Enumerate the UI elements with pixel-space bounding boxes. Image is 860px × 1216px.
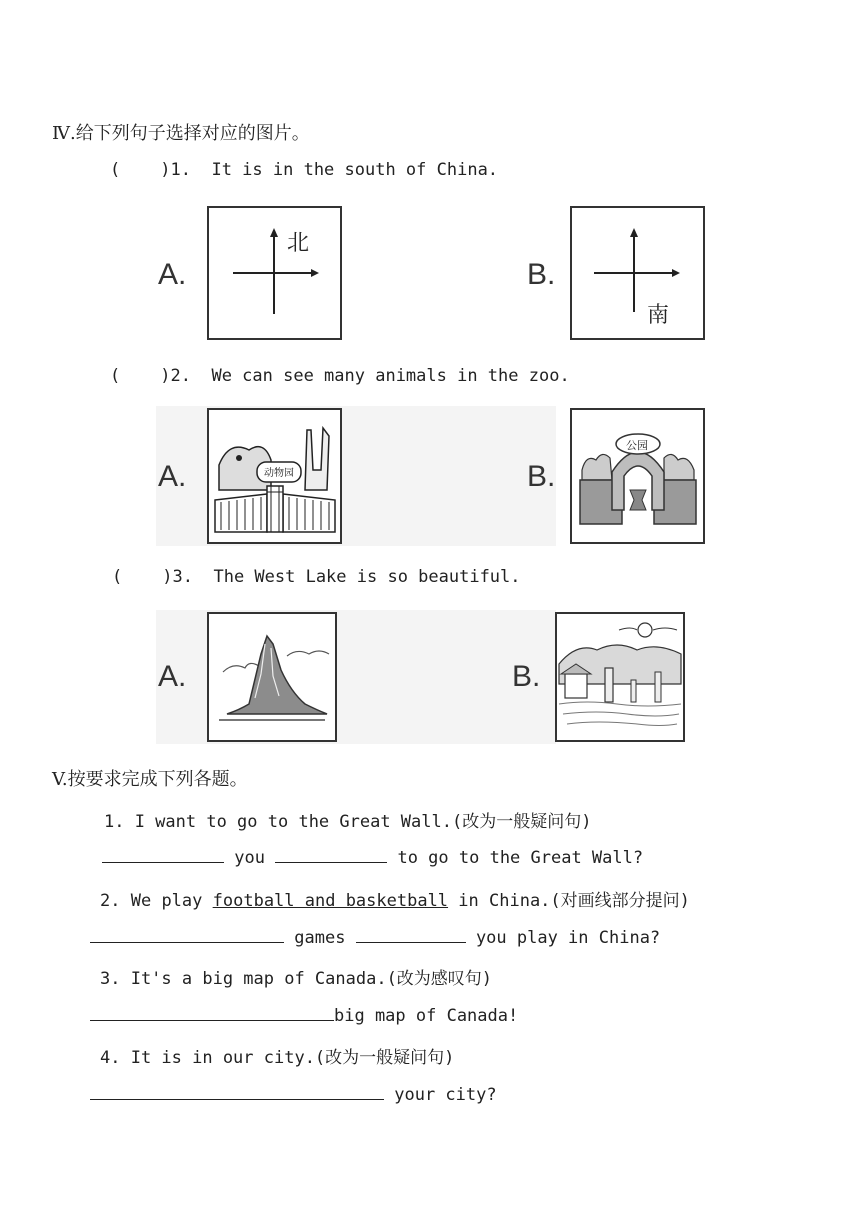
answer-blank[interactable] [90, 1083, 384, 1100]
answer-paren-open: ( [110, 366, 121, 386]
west-lake-icon [557, 614, 683, 740]
zoo-sign-text: 动物园 [264, 468, 294, 479]
answer-blank[interactable] [90, 926, 284, 943]
mountain-icon [209, 614, 335, 740]
task-1-answer-line [102, 846, 643, 868]
question-1 [110, 160, 498, 180]
task-4-answer-line [90, 1083, 497, 1105]
task-2-answer-line [90, 926, 660, 948]
south-compass-image [570, 206, 705, 340]
question-2 [110, 366, 570, 386]
compass-south-icon [572, 208, 703, 338]
task-3-prompt: 3. It's a big map of Canada.(改为感叹句) [100, 969, 493, 989]
north-char: 北 [287, 231, 310, 256]
answer-tail: your city? [394, 1085, 497, 1105]
task-3-answer-line [90, 1004, 518, 1026]
compass-north-icon [209, 208, 340, 338]
question-number: 3. [172, 567, 193, 587]
option-a-label: A. [158, 460, 187, 493]
answer-tail: big map of Canada! [334, 1006, 519, 1026]
answer-word: games [294, 928, 346, 948]
answer-blank[interactable] [356, 926, 466, 943]
question-text: The West Lake is so beautiful. [213, 567, 521, 587]
underlined-phrase: football and basketball [212, 891, 449, 911]
option-b-label: B. [512, 660, 541, 693]
answer-paren-open: ( [112, 567, 123, 587]
west-lake-image [555, 612, 685, 742]
park-sign-text: 公园 [626, 439, 648, 452]
question-3 [112, 567, 521, 587]
option-a-label: A. [158, 660, 187, 693]
answer-tail: you play in China? [475, 928, 661, 948]
question-number: 2. [170, 366, 191, 386]
south-char: 南 [647, 303, 670, 328]
zoo-icon [209, 410, 340, 542]
zoo-image [207, 408, 342, 544]
park-image [570, 408, 705, 544]
answer-paren-close: ) [160, 366, 171, 386]
answer-blank[interactable] [90, 1004, 334, 1021]
answer-blank[interactable] [275, 846, 387, 863]
park-gate-icon [572, 410, 703, 542]
answer-paren-close: ) [162, 567, 173, 587]
task-1-prompt: 1. I want to go to the Great Wall.(改为一般疑问句) [104, 812, 592, 832]
task-text-pre: We play [130, 891, 203, 911]
section-4-title: Ⅳ.给下列句子选择对应的图片。 [52, 123, 310, 144]
question-text: It is in the south of China. [211, 160, 499, 180]
answer-blank[interactable] [102, 846, 224, 863]
question-text: We can see many animals in the zoo. [211, 366, 570, 386]
north-compass-image [207, 206, 342, 340]
task-text-post: in China.(对画线部分提问) [458, 891, 690, 911]
option-b-label: B. [527, 258, 556, 291]
answer-word: you [234, 848, 265, 868]
task-number: 2. [100, 891, 121, 911]
section-5-title: V.按要求完成下列各题。 [52, 769, 248, 790]
option-b-label: B. [527, 460, 556, 493]
option-a-label: A. [158, 258, 187, 291]
task-2-prompt [100, 886, 690, 911]
answer-paren-close: ) [160, 160, 171, 180]
answer-paren-open: ( [110, 160, 121, 180]
question-number: 1. [170, 160, 191, 180]
mountain-image [207, 612, 337, 742]
task-4-prompt: 4. It is in our city.(改为一般疑问句) [100, 1048, 455, 1068]
answer-tail: to go to the Great Wall? [397, 848, 644, 868]
